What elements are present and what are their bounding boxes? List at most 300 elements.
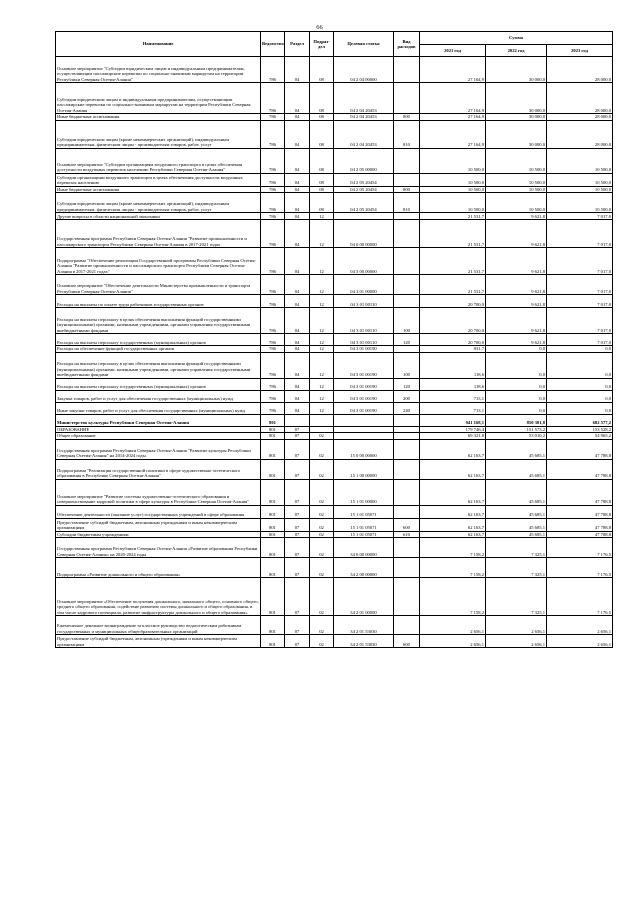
- cell-ministry: 786: [261, 114, 285, 121]
- cell-expense-type: 810: [394, 120, 420, 148]
- cell-target-item: [334, 414, 394, 426]
- cell-section: 07: [285, 531, 310, 538]
- cell-name: Иные бюджетные ассигнования: [56, 186, 261, 193]
- cell-sum-2023: 28 000,0: [547, 57, 613, 83]
- cell-ministry: 801: [261, 578, 285, 616]
- table-row: [56, 193, 613, 213]
- table-row: [56, 616, 613, 635]
- cell-subsection: 12: [310, 390, 334, 402]
- cell-subsection: 12: [310, 275, 334, 295]
- cell-subsection: 02: [310, 459, 334, 479]
- cell-subsection: 12: [310, 295, 334, 308]
- header-subsection: Подраз- дел: [310, 32, 334, 57]
- cell-sum-2021: 7 158,2: [420, 558, 486, 578]
- table-row: [56, 439, 613, 459]
- cell-target-item: [334, 213, 394, 220]
- cell-sum-2022: 45 685,1: [486, 459, 547, 479]
- cell-section: 04: [285, 186, 310, 193]
- cell-subsection: 02: [310, 433, 334, 440]
- cell-sum-2022: 0,0: [486, 378, 547, 390]
- cell-target-item: 04 2 04 20453: [334, 114, 394, 121]
- cell-sum-2023: 7 176,5: [547, 578, 613, 616]
- cell-expense-type: [394, 558, 420, 578]
- cell-sum-2022: 7 325,1: [486, 558, 547, 578]
- table-row: [56, 57, 613, 83]
- cell-target-item: 04 2 05 00000: [334, 148, 394, 173]
- cell-subsection: [310, 414, 334, 426]
- cell-subsection: 02: [310, 578, 334, 616]
- cell-subsection: 08: [310, 186, 334, 193]
- cell-expense-type: [394, 248, 420, 275]
- cell-sum-2023: 7 017,0: [547, 308, 613, 334]
- cell-sum-2021: 27 164,9: [420, 120, 486, 148]
- cell-section: 04: [285, 173, 310, 186]
- cell-section: 07: [285, 635, 310, 648]
- cell-name: Расходы на выплаты персоналу государственных (муниципальных) органов: [56, 378, 261, 390]
- cell-subsection: 02: [310, 518, 334, 531]
- cell-ministry: 786: [261, 352, 285, 378]
- cell-expense-type: 800: [394, 186, 420, 193]
- cell-target-item: 04 3 01 00110: [334, 308, 394, 334]
- cell-name: Государственная программа Республики Северная Осетия-Алания "Развитие промышленности и пассажирского транспорта Республики Северная Осетия-Алания в 2017-2021 годах: [56, 220, 261, 248]
- cell-target-item: 34 2 01 53030: [334, 616, 394, 635]
- cell-sum-2022: 45 685,1: [486, 505, 547, 518]
- cell-target-item: 15 1 01 05071: [334, 505, 394, 518]
- table-row: [56, 220, 613, 248]
- cell-subsection: 12: [310, 346, 334, 353]
- cell-subsection: 02: [310, 531, 334, 538]
- cell-name: Государственная программа Республики Северная Осетия-Алания "Развитие культуры Республики Северная Осетия-Алания" на 2014-2024 годы: [56, 439, 261, 459]
- cell-sum-2023: 0,0: [547, 378, 613, 390]
- table-row: [56, 479, 613, 505]
- cell-ministry: 786: [261, 275, 285, 295]
- cell-sum-2021: 10 500,0: [420, 173, 486, 186]
- cell-sum-2023: 7 017,0: [547, 275, 613, 295]
- cell-sum-2021: 7 158,2: [420, 578, 486, 616]
- cell-sum-2021: 21 531,7: [420, 213, 486, 220]
- cell-target-item: 34 2 01 53030: [334, 635, 394, 648]
- cell-sum-2021: 10 500,0: [420, 148, 486, 173]
- cell-target-item: 04 3 00 00000: [334, 248, 394, 275]
- cell-name: Основное мероприятие "Субсидии юридическим лицам и индивидуальным предпринимателям, осуществляющим пассажирские перевозки по социально-значимым маршрутам на территории Республики Северная Осетия-Алания": [56, 57, 261, 83]
- cell-subsection: 12: [310, 248, 334, 275]
- table-row: [56, 505, 613, 518]
- table-row: [56, 578, 613, 616]
- table-row: [56, 538, 613, 558]
- cell-sum-2023: 0,0: [547, 402, 613, 414]
- cell-ministry: 786: [261, 295, 285, 308]
- cell-subsection: 02: [310, 635, 334, 648]
- cell-sum-2023: 7 017,0: [547, 220, 613, 248]
- cell-name: Расходы на выплаты персоналу в целях обеспечения выполнения функций государственными (муниципальными) органами, казенными учреждениями, органами управления государственными внебюджетными фондами: [56, 352, 261, 378]
- table-row: [56, 148, 613, 173]
- cell-target-item: 15 1 01 05071: [334, 531, 394, 538]
- cell-sum-2021: 2 656,1: [420, 635, 486, 648]
- cell-name: Закупка товаров, работ и услуг для обеспечения государственных (муниципальных) нужд: [56, 390, 261, 402]
- cell-name: Иные закупки товаров, работ и услуг для обеспечения государственных (муниципальных) нужд: [56, 402, 261, 414]
- cell-sum-2023: 54 965,2: [547, 433, 613, 440]
- table-row: [56, 414, 613, 426]
- cell-sum-2021: 20 700,0: [420, 334, 486, 346]
- cell-ministry: 786: [261, 186, 285, 193]
- table-row: [56, 83, 613, 114]
- cell-subsection: 08: [310, 114, 334, 121]
- cell-expense-type: 610: [394, 531, 420, 538]
- cell-ministry: 786: [261, 346, 285, 353]
- cell-ministry: 786: [261, 83, 285, 114]
- cell-sum-2023: 7 017,0: [547, 213, 613, 220]
- cell-sum-2022: 10 500,0: [486, 173, 547, 186]
- cell-target-item: 04 2 05 20454: [334, 173, 394, 186]
- cell-sum-2023: 2 656,1: [547, 616, 613, 635]
- cell-subsection: 08: [310, 120, 334, 148]
- cell-sum-2021: 941 168,1: [420, 414, 486, 426]
- cell-subsection: 08: [310, 57, 334, 83]
- header-year-2021: 2021 год: [420, 45, 486, 57]
- cell-subsection: 12: [310, 220, 334, 248]
- cell-ministry: 801: [261, 518, 285, 531]
- cell-sum-2021: 2 656,1: [420, 616, 486, 635]
- cell-sum-2021: 62 163,7: [420, 505, 486, 518]
- cell-name: Расходы на обеспечение функций государственных органов: [56, 346, 261, 353]
- cell-section: 04: [285, 114, 310, 121]
- cell-expense-type: [394, 295, 420, 308]
- cell-sum-2021: 62 163,7: [420, 531, 486, 538]
- cell-section: 07: [285, 578, 310, 616]
- cell-sum-2022: 45 685,1: [486, 439, 547, 459]
- cell-section: 04: [285, 295, 310, 308]
- cell-ministry: 786: [261, 193, 285, 213]
- cell-expense-type: [394, 83, 420, 114]
- cell-sum-2022: 2 656,1: [486, 616, 547, 635]
- cell-expense-type: [394, 57, 420, 83]
- cell-target-item: 15 1 01 05071: [334, 518, 394, 531]
- cell-name: Основное мероприятие "Развитие системы художественно-эстетического образования и совершенствование кадровой политики в сфере культуры в Республике Северная Осетия-Алания": [56, 479, 261, 505]
- cell-target-item: 04 3 01 00190: [334, 390, 394, 402]
- cell-expense-type: 100: [394, 308, 420, 334]
- cell-subsection: 12: [310, 213, 334, 220]
- cell-target-item: 04 2 04 20453: [334, 83, 394, 114]
- cell-sum-2022: 30 000,0: [486, 83, 547, 114]
- cell-ministry: 786: [261, 308, 285, 334]
- cell-ministry: 801: [261, 426, 285, 433]
- cell-sum-2023: 7 176,5: [547, 558, 613, 578]
- cell-sum-2021: 20 700,0: [420, 308, 486, 334]
- cell-expense-type: [394, 616, 420, 635]
- cell-expense-type: 100: [394, 352, 420, 378]
- cell-sum-2022: 10 500,0: [486, 193, 547, 213]
- cell-sum-2023: 682 577,2: [547, 414, 613, 426]
- cell-target-item: 04 2 04 00000: [334, 57, 394, 83]
- table-row: [56, 295, 613, 308]
- cell-section: 04: [285, 83, 310, 114]
- cell-sum-2021: 20 700,0: [420, 295, 486, 308]
- cell-section: 04: [285, 402, 310, 414]
- cell-target-item: 04 2 04 20453: [334, 120, 394, 148]
- cell-section: 04: [285, 193, 310, 213]
- cell-section: 04: [285, 308, 310, 334]
- cell-name: Расходы на выплаты персоналу в целях обеспечения выполнения функций государственными (муниципальными) органами, казенными учреждениями, органами управления государственными внебюджетными фондами: [56, 308, 261, 334]
- table-row: [56, 334, 613, 346]
- cell-section: 07: [285, 538, 310, 558]
- cell-sum-2021: 62 163,7: [420, 439, 486, 459]
- cell-sum-2022: 9 621,8: [486, 220, 547, 248]
- cell-target-item: 04 2 05 20454: [334, 193, 394, 213]
- cell-target-item: 34 2 00 00000: [334, 558, 394, 578]
- cell-subsection: 08: [310, 193, 334, 213]
- cell-sum-2022: 2 656,1: [486, 635, 547, 648]
- page-number: 66: [316, 24, 323, 31]
- cell-sum-2023: 7 017,0: [547, 334, 613, 346]
- cell-sum-2022: 0,0: [486, 402, 547, 414]
- cell-name: Предоставление субсидий бюджетным, автономным учреждениям и иным некоммерческим организациям: [56, 518, 261, 531]
- cell-target-item: 34 2 01 00000: [334, 578, 394, 616]
- header-ministry: Ведомство: [261, 32, 285, 57]
- cell-sum-2021: 713,1: [420, 390, 486, 402]
- cell-name: Основное мероприятие "Обеспечение деятельности Министерства промышленности и транспорта Республики Северная Осетия-Алания": [56, 275, 261, 295]
- cell-sum-2022: 53 010,2: [486, 433, 547, 440]
- cell-name: Обеспечение деятельности (оказание услуг) государственных учреждений в сфере образования: [56, 505, 261, 518]
- cell-sum-2021: 21 531,7: [420, 275, 486, 295]
- cell-name: Государственная программа Республики Северная Осетия-Алания «Развитие образования Республики Северная Осетия-Алания» на 2020-2024 годы: [56, 538, 261, 558]
- cell-ministry: 786: [261, 334, 285, 346]
- table-row: [56, 635, 613, 648]
- cell-target-item: 04 0 00 00000: [334, 220, 394, 248]
- cell-section: 04: [285, 220, 310, 248]
- cell-target-item: 15 1 01 00000: [334, 479, 394, 505]
- header-name: Наименование: [56, 32, 261, 57]
- cell-target-item: 15 0 00 00000: [334, 439, 394, 459]
- cell-sum-2023: 10 500,0: [547, 186, 613, 193]
- cell-ministry: 801: [261, 459, 285, 479]
- cell-sum-2023: 28 000,0: [547, 114, 613, 121]
- cell-sum-2022: 0,0: [486, 346, 547, 353]
- header-section: Раздел: [285, 32, 310, 57]
- cell-expense-type: [394, 578, 420, 616]
- cell-name: Субсидии организациям воздушного транспорта в целях обеспечения доступности воздушных перевозок населению: [56, 173, 261, 186]
- cell-subsection: 02: [310, 505, 334, 518]
- cell-sum-2023: 10 500,0: [547, 193, 613, 213]
- cell-ministry: 801: [261, 433, 285, 440]
- cell-sum-2021: 21 531,7: [420, 220, 486, 248]
- table-row: [56, 558, 613, 578]
- cell-sum-2022: 7 325,1: [486, 578, 547, 616]
- cell-ministry: 786: [261, 120, 285, 148]
- cell-sum-2023: 47 788,8: [547, 518, 613, 531]
- cell-subsection: 12: [310, 402, 334, 414]
- header-sum: Сумма: [420, 32, 613, 45]
- cell-target-item: 04 3 01 00110: [334, 334, 394, 346]
- cell-sum-2022: 45 685,1: [486, 479, 547, 505]
- cell-subsection: 08: [310, 148, 334, 173]
- cell-subsection: 02: [310, 558, 334, 578]
- cell-sum-2023: 10 500,0: [547, 173, 613, 186]
- cell-name: Другие вопросы в области национальной экономики: [56, 213, 261, 220]
- cell-subsection: 12: [310, 308, 334, 334]
- header-year-2022: 2022 год: [486, 45, 547, 57]
- cell-sum-2022: 9 621,8: [486, 248, 547, 275]
- cell-expense-type: 240: [394, 402, 420, 414]
- cell-expense-type: 600: [394, 635, 420, 648]
- table-row: [56, 378, 613, 390]
- cell-sum-2022: 7 325,1: [486, 538, 547, 558]
- header-year-2023: 2023 год: [547, 45, 613, 57]
- cell-sum-2023: 2 656,1: [547, 635, 613, 648]
- cell-sum-2022: 9 621,8: [486, 334, 547, 346]
- header-target-item: Целевая статья: [334, 32, 394, 57]
- cell-target-item: 04 3 01 00190: [334, 378, 394, 390]
- cell-sum-2022: 9 621,8: [486, 308, 547, 334]
- cell-expense-type: [394, 173, 420, 186]
- cell-section: 04: [285, 148, 310, 173]
- cell-section: 04: [285, 213, 310, 220]
- cell-subsection: 12: [310, 378, 334, 390]
- cell-subsection: 02: [310, 439, 334, 459]
- cell-sum-2021: 62 163,7: [420, 479, 486, 505]
- cell-expense-type: 200: [394, 390, 420, 402]
- cell-sum-2021: 69 321,8: [420, 433, 486, 440]
- cell-ministry: 801: [261, 414, 285, 426]
- cell-sum-2021: 179 746,4: [420, 426, 486, 433]
- header-expense-type: Вид расходов: [394, 32, 420, 57]
- cell-sum-2022: 0,0: [486, 390, 547, 402]
- cell-name: Подпрограмма «Развитие дошкольного и общего образования»: [56, 558, 261, 578]
- cell-ministry: 786: [261, 173, 285, 186]
- cell-expense-type: 810: [394, 193, 420, 213]
- cell-section: 04: [285, 248, 310, 275]
- cell-section: 07: [285, 616, 310, 635]
- cell-sum-2022: 9 621,8: [486, 213, 547, 220]
- cell-sum-2022: 30 000,0: [486, 114, 547, 121]
- cell-name: Иные бюджетные ассигнования: [56, 114, 261, 121]
- cell-sum-2021: 118,6: [420, 352, 486, 378]
- cell-sum-2021: 7 158,2: [420, 538, 486, 558]
- cell-section: 07: [285, 558, 310, 578]
- cell-target-item: 04 3 01 00000: [334, 275, 394, 295]
- cell-sum-2021: 27 164,9: [420, 83, 486, 114]
- cell-section: 07: [285, 459, 310, 479]
- cell-name: Предоставление субсидий бюджетным, автономным учреждениям и иным некоммерческим организациям: [56, 635, 261, 648]
- cell-name: Подпрограмма "Реализация государственной политики в сфере художественно-эстетического образования в Республике Северная Осетия-Алания": [56, 459, 261, 479]
- cell-ministry: 801: [261, 635, 285, 648]
- cell-expense-type: [394, 275, 420, 295]
- cell-sum-2022: 10 500,0: [486, 186, 547, 193]
- cell-sum-2022: 45 685,1: [486, 531, 547, 538]
- cell-sum-2021: 118,6: [420, 378, 486, 390]
- cell-sum-2023: 47 788,8: [547, 531, 613, 538]
- cell-sum-2023: 47 788,8: [547, 459, 613, 479]
- cell-name: Субсидии юридическим лицам (кроме некоммерческих организаций), индивидуальным предпринимателям, физическим лицам - производителям товаров, работ, услуг: [56, 120, 261, 148]
- cell-sum-2022: 850 381,8: [486, 414, 547, 426]
- cell-sum-2021: 831,7: [420, 346, 486, 353]
- cell-sum-2021: 27 164,9: [420, 114, 486, 121]
- cell-name: Общее образование: [56, 433, 261, 440]
- cell-expense-type: 600: [394, 518, 420, 531]
- cell-target-item: 04 3 01 00110: [334, 295, 394, 308]
- cell-expense-type: [394, 479, 420, 505]
- cell-subsection: 08: [310, 173, 334, 186]
- cell-section: 07: [285, 479, 310, 505]
- cell-ministry: 801: [261, 505, 285, 518]
- cell-target-item: 34 0 00 00000: [334, 538, 394, 558]
- cell-sum-2023: 28 000,0: [547, 83, 613, 114]
- cell-expense-type: [394, 213, 420, 220]
- table-row: [56, 213, 613, 220]
- cell-sum-2022: 30 000,0: [486, 120, 547, 148]
- cell-section: 04: [285, 378, 310, 390]
- cell-name: Расходы на выплаты персоналу государственных (муниципальных) органов: [56, 334, 261, 346]
- cell-name: Основное мероприятие «Обеспечение получения дошкольного, начального общего, основного общего, среднего общего образования, содействие развитию системы дошкольного и общего образования, в том числе кадрового потенциала, развитие инфраструктуры дошкольного и общего образования»: [56, 578, 261, 616]
- cell-target-item: 04 3 01 00190: [334, 346, 394, 353]
- cell-sum-2023: 0,0: [547, 346, 613, 353]
- cell-ministry: 786: [261, 248, 285, 275]
- budget-table: [55, 31, 613, 648]
- cell-name: ОБРАЗОВАНИЕ: [56, 426, 261, 433]
- cell-ministry: 786: [261, 378, 285, 390]
- cell-sum-2021: 10 500,0: [420, 193, 486, 213]
- cell-subsection: 12: [310, 352, 334, 378]
- cell-section: 04: [285, 120, 310, 148]
- cell-section: 07: [285, 518, 310, 531]
- cell-section: 04: [285, 352, 310, 378]
- cell-sum-2021: 21 531,7: [420, 248, 486, 275]
- table-row: [56, 275, 613, 295]
- cell-name: Расходы на выплаты по оплате труда работников государственных органов: [56, 295, 261, 308]
- cell-ministry: 801: [261, 479, 285, 505]
- cell-sum-2022: 10 500,0: [486, 148, 547, 173]
- table-row: [56, 518, 613, 531]
- table-row: [56, 402, 613, 414]
- cell-sum-2021: 62 163,7: [420, 518, 486, 531]
- cell-expense-type: [394, 148, 420, 173]
- cell-ministry: 786: [261, 148, 285, 173]
- cell-sum-2021: 713,1: [420, 402, 486, 414]
- table-row: [56, 308, 613, 334]
- table-row: [56, 390, 613, 402]
- cell-sum-2022: 9 621,8: [486, 275, 547, 295]
- cell-expense-type: 120: [394, 378, 420, 390]
- cell-sum-2023: 7 176,5: [547, 538, 613, 558]
- cell-name: Подпрограмма "Обеспечение реализации Государственной программы Республики Северная Осетия-Алания "Развитие промышленности и пассажирского транспорта Республики Северная Осетия-Алания в 2017-2021 годах": [56, 248, 261, 275]
- cell-expense-type: 120: [394, 334, 420, 346]
- table-row: [56, 459, 613, 479]
- cell-sum-2023: 0,0: [547, 352, 613, 378]
- cell-ministry: 801: [261, 558, 285, 578]
- cell-target-item: 15 1 00 00000: [334, 459, 394, 479]
- cell-target-item: 04 2 05 20454: [334, 186, 394, 193]
- cell-subsection: 02: [310, 479, 334, 505]
- cell-ministry: 801: [261, 439, 285, 459]
- cell-sum-2022: 45 685,1: [486, 518, 547, 531]
- cell-section: 07: [285, 439, 310, 459]
- cell-sum-2023: 153 528,2: [547, 426, 613, 433]
- cell-sum-2022: 0,0: [486, 352, 547, 378]
- cell-expense-type: [394, 505, 420, 518]
- cell-sum-2022: 151 573,2: [486, 426, 547, 433]
- cell-ministry: 786: [261, 213, 285, 220]
- cell-name: Основное мероприятие "Субсидии организациям воздушного транспорта в целях обеспечения доступности воздушных перевозок населению Республики Северная Осетия-Алания": [56, 148, 261, 173]
- table-body: [56, 57, 613, 648]
- cell-expense-type: [394, 538, 420, 558]
- cell-section: 04: [285, 275, 310, 295]
- cell-sum-2021: 27 164,9: [420, 57, 486, 83]
- cell-expense-type: [394, 459, 420, 479]
- cell-expense-type: [394, 439, 420, 459]
- cell-section: 04: [285, 57, 310, 83]
- cell-ministry: 786: [261, 390, 285, 402]
- cell-target-item: 04 3 01 00190: [334, 402, 394, 414]
- cell-ministry: 801: [261, 531, 285, 538]
